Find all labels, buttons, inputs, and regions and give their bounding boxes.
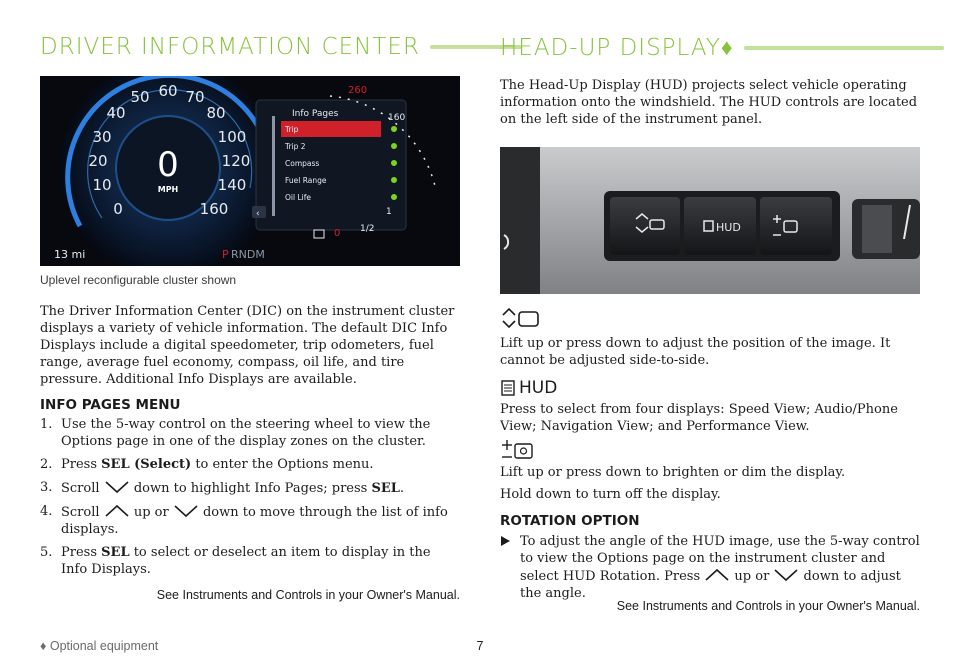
step-number: 1. xyxy=(40,417,53,432)
fuel-full: 1 xyxy=(386,207,392,217)
menu-item: Trip 2 xyxy=(285,142,306,151)
step-text: up or xyxy=(129,505,173,520)
step-text: Press xyxy=(61,545,102,560)
step-text: Use the 5-way control on the steering wheel to view the Options page in one of the display zones on the cluster. xyxy=(61,417,431,449)
speed-readout: 0 xyxy=(157,145,179,185)
step-number: 3. xyxy=(40,480,53,495)
step-text: Scroll xyxy=(61,505,104,520)
position-button xyxy=(610,197,680,255)
bullet-triangle-icon xyxy=(501,536,510,546)
step-item xyxy=(40,544,460,578)
odometer: 13 mi xyxy=(54,248,86,261)
speed-tick: 20 xyxy=(88,152,108,170)
step-text: Scroll xyxy=(61,481,104,496)
speed-tick: 10 xyxy=(92,176,112,194)
step-text: to select or deselect an item to display in the Info Displays. xyxy=(61,545,431,577)
speed-tick: 100 xyxy=(217,128,247,146)
gear-active: P xyxy=(222,248,229,261)
speed-tick: 0 xyxy=(113,200,123,218)
position-control-icon xyxy=(501,307,541,329)
info-pages-subheading: INFO PAGES MENU xyxy=(40,397,181,413)
step-bold: SEL xyxy=(371,481,400,496)
menu-item: Fuel Range xyxy=(285,176,327,185)
menu-dot xyxy=(391,177,397,183)
rotation-text-post: down to adjust the angle. xyxy=(520,569,901,601)
step-item xyxy=(40,503,460,538)
cluster-caption: Uplevel reconfigurable cluster shown xyxy=(40,273,237,287)
step-text: . xyxy=(399,481,405,496)
chevron-down-icon xyxy=(104,479,130,495)
position-text: Lift up or press down to adjust the position of the image. It cannot be adjusted side-to-side. xyxy=(500,336,891,368)
dic-intro: The Driver Information Center (DIC) on the instrument cluster displays a variety of vehicle information. The default DIC Info Displays include a digital speedometer, trip odometers, fuel range, average fuel economy, compass, oil life, and tire pressure. Additional Info Displays are available. xyxy=(40,304,455,387)
fuel-empty: 0 xyxy=(334,228,341,239)
chevron-down-icon xyxy=(773,567,799,583)
speed-tick: 40 xyxy=(106,104,126,122)
rotation-text-mid: up or xyxy=(730,569,774,584)
brightness-control-icon xyxy=(500,440,536,460)
brightness-text-1: Lift up or press down to brighten or dim the display. xyxy=(500,465,846,480)
menu-dot xyxy=(391,143,397,149)
cluster-photo xyxy=(40,76,460,266)
speed-tick: 70 xyxy=(185,88,205,106)
fuel-half: 1/2 xyxy=(360,224,375,234)
page-number: 7 xyxy=(476,639,484,653)
hud-button-label: HUD xyxy=(716,221,741,234)
speed-tick: 50 xyxy=(130,88,150,106)
step-item xyxy=(40,456,460,473)
temp-high: 260 xyxy=(348,85,368,96)
step-bold: SEL xyxy=(101,545,130,560)
cluster-graphic xyxy=(40,76,460,266)
step-text: Press xyxy=(61,457,102,472)
heading-rule xyxy=(744,46,944,50)
speed-tick: 140 xyxy=(217,176,247,194)
speed-tick: 80 xyxy=(206,104,226,122)
hud-intro: The Head-Up Display (HUD) projects select vehicle operating information onto the windshield. The HUD controls are located on the left side of the instrument panel. xyxy=(500,78,918,127)
step-number: 4. xyxy=(40,504,53,519)
brightness-button xyxy=(760,197,832,255)
chevron-up-icon xyxy=(104,503,130,519)
step-number: 2. xyxy=(40,457,53,472)
temp-low: 160 xyxy=(388,113,406,123)
optional-equipment-note: ♦ Optional equipment xyxy=(40,639,159,653)
step-item xyxy=(40,479,460,497)
menu-dot xyxy=(391,160,397,166)
panel-title: Info Pages xyxy=(292,109,339,119)
step-text: down to move through the list of info displays. xyxy=(61,505,448,537)
chevron-up-icon xyxy=(704,567,730,583)
step-item xyxy=(40,416,460,450)
speed-tick: 60 xyxy=(158,82,178,100)
hud-text: Press to select from four displays: Speed View; Audio/Phone View; Navigation View; and Performance View. xyxy=(500,402,898,434)
steps-list xyxy=(40,416,460,584)
hud-controls-photo xyxy=(500,147,920,294)
brightness-text-2: Hold down to turn off the display. xyxy=(500,487,721,502)
hud-display-icon xyxy=(501,380,516,396)
dic-reference: See Instruments and Controls in your Owner's Manual. xyxy=(156,588,460,602)
speed-unit: MPH xyxy=(157,185,179,194)
step-text: down to highlight Info Pages; press xyxy=(129,481,372,496)
rotation-text-pre: To adjust the angle of the HUD image, use the 5-way control to view the Options page on the instrument cluster and select HUD Rotation. Press xyxy=(520,534,920,584)
speed-tick: 30 xyxy=(92,128,112,146)
rotation-text xyxy=(500,533,920,602)
menu-dot xyxy=(391,126,397,132)
back-chevron-icon: ‹ xyxy=(256,209,260,219)
rotation-item xyxy=(500,533,920,602)
step-bold: SEL (Select) xyxy=(101,457,192,472)
hud-controls-graphic xyxy=(500,147,920,294)
hud-heading: HEAD-UP DISPLAY♦ xyxy=(500,35,734,61)
chevron-down-icon xyxy=(173,503,199,519)
hud-label: HUD xyxy=(519,378,558,398)
menu-dot xyxy=(391,194,397,200)
dic-heading-wrap xyxy=(40,34,522,60)
gear-rest: RNDM xyxy=(231,248,265,261)
menu-item: Trip xyxy=(285,125,299,134)
info-panel xyxy=(256,100,406,230)
step-number: 5. xyxy=(40,545,53,560)
hud-label-wrap xyxy=(501,378,557,398)
hud-reference: See Instruments and Controls in your Owner's Manual. xyxy=(616,599,920,613)
hud-heading-wrap xyxy=(500,34,944,61)
speed-tick: 120 xyxy=(221,152,251,170)
rotation-subheading: ROTATION OPTION xyxy=(500,513,640,529)
step-text: to enter the Options menu. xyxy=(191,457,374,472)
menu-item: Compass xyxy=(285,159,320,168)
speed-tick: 160 xyxy=(199,200,229,218)
menu-item: Oil Life xyxy=(285,193,311,202)
dic-heading: DRIVER INFORMATION CENTER xyxy=(40,34,420,60)
panel-scrollbar xyxy=(272,116,275,216)
